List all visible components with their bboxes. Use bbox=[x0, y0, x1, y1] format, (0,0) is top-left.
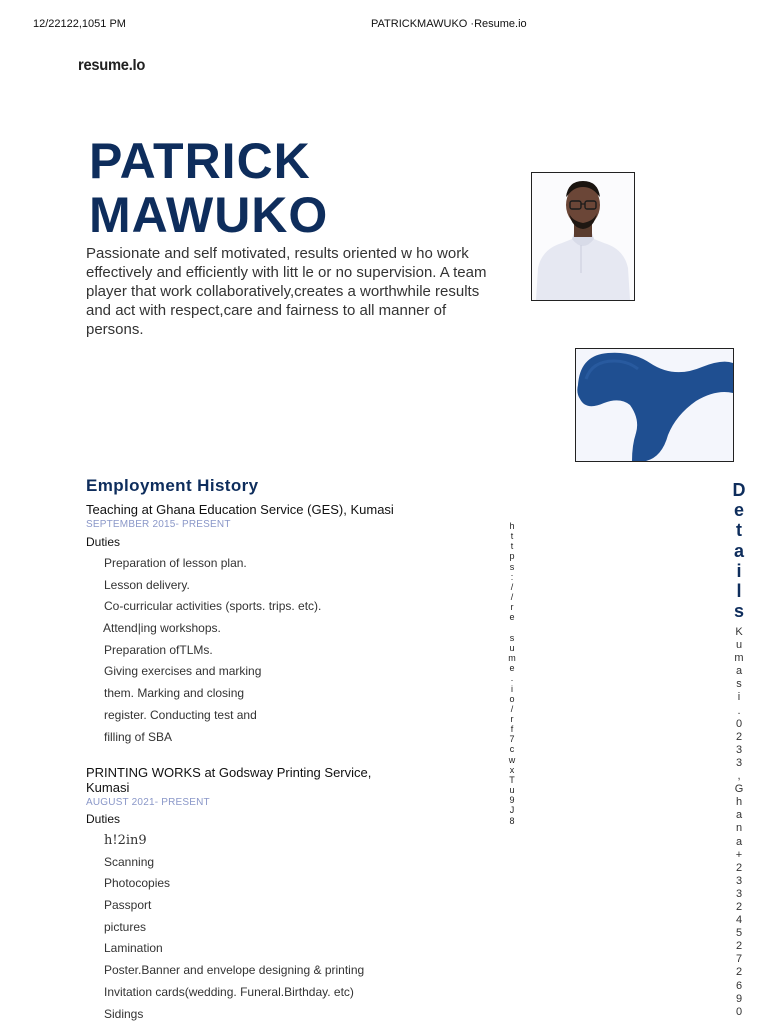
vertical-char: x bbox=[510, 765, 515, 775]
vertical-char: 0 bbox=[736, 718, 742, 731]
list-item: Lesson delivery. bbox=[104, 575, 321, 597]
vertical-char: s bbox=[734, 601, 744, 621]
duties-label: Duties bbox=[86, 535, 120, 549]
details-heading bbox=[728, 480, 750, 621]
vertical-char: n bbox=[736, 822, 742, 835]
list-item: Photocopies bbox=[104, 873, 364, 895]
profile-summary: Passionate and self motivated, results oriented w ho work effectively and efficiently with litt le or no supervision. A team player that work collaboratively,creates a worthwhile results and act with respect,care and fairness to all manner of persons. bbox=[86, 244, 506, 339]
vertical-char: r bbox=[511, 714, 514, 724]
vertical-char: . bbox=[737, 705, 740, 718]
vertical-char: : bbox=[511, 572, 514, 582]
vertical-char: a bbox=[734, 541, 744, 561]
vertical-char: J bbox=[510, 805, 515, 815]
vertical-char: 6 bbox=[736, 980, 742, 993]
vertical-char: i bbox=[736, 561, 741, 581]
first-name: PATRICK bbox=[89, 134, 328, 188]
vertical-char: t bbox=[511, 531, 514, 541]
list-item: Lamination bbox=[104, 938, 364, 960]
duties-list bbox=[104, 830, 364, 1025]
vertical-char: 5 bbox=[736, 927, 742, 940]
vertical-char: 9 bbox=[736, 993, 742, 1006]
vertical-char: K bbox=[735, 626, 742, 639]
list-item: Preparation ofTLMs. bbox=[104, 640, 321, 662]
list-item: register. Conducting test and bbox=[104, 705, 321, 727]
vertical-char: / bbox=[511, 592, 514, 602]
print-title: PATRICKMAWUKO ·Resume.io bbox=[371, 18, 527, 30]
vertical-char: i bbox=[738, 691, 740, 704]
vertical-char: + bbox=[736, 849, 742, 862]
vertical-char: 2 bbox=[736, 862, 742, 875]
employment-history-heading: Employment History bbox=[86, 476, 259, 496]
contact-details bbox=[728, 626, 750, 1019]
vertical-char: a bbox=[736, 665, 742, 678]
vertical-char: m bbox=[508, 653, 516, 663]
list-item: filling of SBA bbox=[104, 727, 321, 749]
vertical-char: 2 bbox=[736, 940, 742, 953]
brand-logo: resume.Io bbox=[78, 57, 145, 75]
vertical-char: 8 bbox=[509, 816, 514, 826]
list-item: pictures bbox=[104, 917, 364, 939]
list-item: them. Marking and closing bbox=[104, 683, 321, 705]
list-item: Poster.Banner and envelope designing & printing bbox=[104, 960, 364, 982]
vertical-char: D bbox=[733, 480, 746, 500]
last-name: MAWUKO bbox=[89, 188, 328, 242]
vertical-char: 4 bbox=[736, 914, 742, 927]
vertical-char bbox=[511, 623, 514, 633]
vertical-char: s bbox=[510, 562, 515, 572]
duties-list bbox=[104, 553, 321, 748]
vertical-char: r bbox=[511, 602, 514, 612]
vertical-char: i bbox=[511, 684, 513, 694]
person-image bbox=[532, 173, 634, 300]
vertical-char: e bbox=[509, 663, 514, 673]
vertical-char: t bbox=[511, 541, 514, 551]
vertical-char: 3 bbox=[736, 888, 742, 901]
list-item: Passport bbox=[104, 895, 364, 917]
vertical-char: / bbox=[511, 582, 514, 592]
vertical-char: , bbox=[737, 770, 740, 783]
vertical-char: c bbox=[510, 744, 515, 754]
vertical-char: 3 bbox=[736, 875, 742, 888]
vertical-char: T bbox=[509, 775, 515, 785]
vertical-char: G bbox=[735, 783, 744, 796]
vertical-char: 7 bbox=[509, 734, 514, 744]
vertical-char: 3 bbox=[736, 744, 742, 757]
profile-photo bbox=[531, 172, 635, 301]
vertical-char: 2 bbox=[736, 901, 742, 914]
duties-label: Duties bbox=[86, 812, 120, 826]
job-date: AUGUST 2021- PRESENT bbox=[86, 797, 210, 808]
vertical-char: m bbox=[734, 652, 743, 665]
vertical-char: s bbox=[736, 678, 742, 691]
vertical-char: . bbox=[511, 673, 514, 683]
vertical-char: h bbox=[509, 521, 514, 531]
vertical-char: a bbox=[736, 836, 742, 849]
vertical-char: a bbox=[736, 809, 742, 822]
print-date: 12/22122,1051 PM bbox=[33, 18, 126, 30]
list-item: Attend|ing workshops. bbox=[103, 618, 321, 640]
list-item: Co-curricular activities (sports. trips. etc). bbox=[104, 596, 321, 618]
vertical-char: l bbox=[736, 581, 741, 601]
vertical-char: 9 bbox=[509, 795, 514, 805]
job-title: Teaching at Ghana Education Service (GES), Kumasi bbox=[86, 502, 394, 517]
vertical-char: t bbox=[736, 520, 742, 540]
vertical-char: u bbox=[509, 785, 514, 795]
vertical-char: 7 bbox=[736, 953, 742, 966]
vertical-char: s bbox=[510, 633, 515, 643]
list-item: Scanning bbox=[104, 852, 364, 874]
job-title: PRINTING WORKS at Godsway Printing Service, Kumasi bbox=[86, 765, 396, 795]
vertical-char: h bbox=[736, 796, 742, 809]
vertical-char: e bbox=[734, 500, 744, 520]
vertical-char: f bbox=[511, 724, 514, 734]
list-item: Preparation of lesson plan. bbox=[104, 553, 321, 575]
vertical-char: o bbox=[509, 694, 514, 704]
vertical-char: 0 bbox=[736, 1006, 742, 1019]
decorative-blob bbox=[575, 348, 734, 462]
vertical-char: 3 bbox=[736, 757, 742, 770]
wave-shape-icon bbox=[576, 349, 733, 461]
resume-url-vertical bbox=[502, 521, 522, 826]
vertical-char: 2 bbox=[736, 966, 742, 979]
list-item: Giving exercises and marking bbox=[104, 661, 321, 683]
page-title bbox=[89, 134, 328, 242]
vertical-char: 2 bbox=[736, 731, 742, 744]
vertical-char: w bbox=[509, 755, 516, 765]
vertical-char: e bbox=[509, 612, 514, 622]
list-item: Sidings bbox=[104, 1004, 364, 1025]
vertical-char: u bbox=[736, 639, 742, 652]
job-date: SEPTEMBER 2015- PRESENT bbox=[86, 519, 231, 530]
list-item: h!2in9 bbox=[104, 830, 364, 852]
vertical-char: p bbox=[509, 551, 514, 561]
vertical-char: u bbox=[509, 643, 514, 653]
vertical-char: / bbox=[511, 704, 514, 714]
list-item: Invitation cards(wedding. Funeral.Birthday. etc) bbox=[104, 982, 364, 1004]
